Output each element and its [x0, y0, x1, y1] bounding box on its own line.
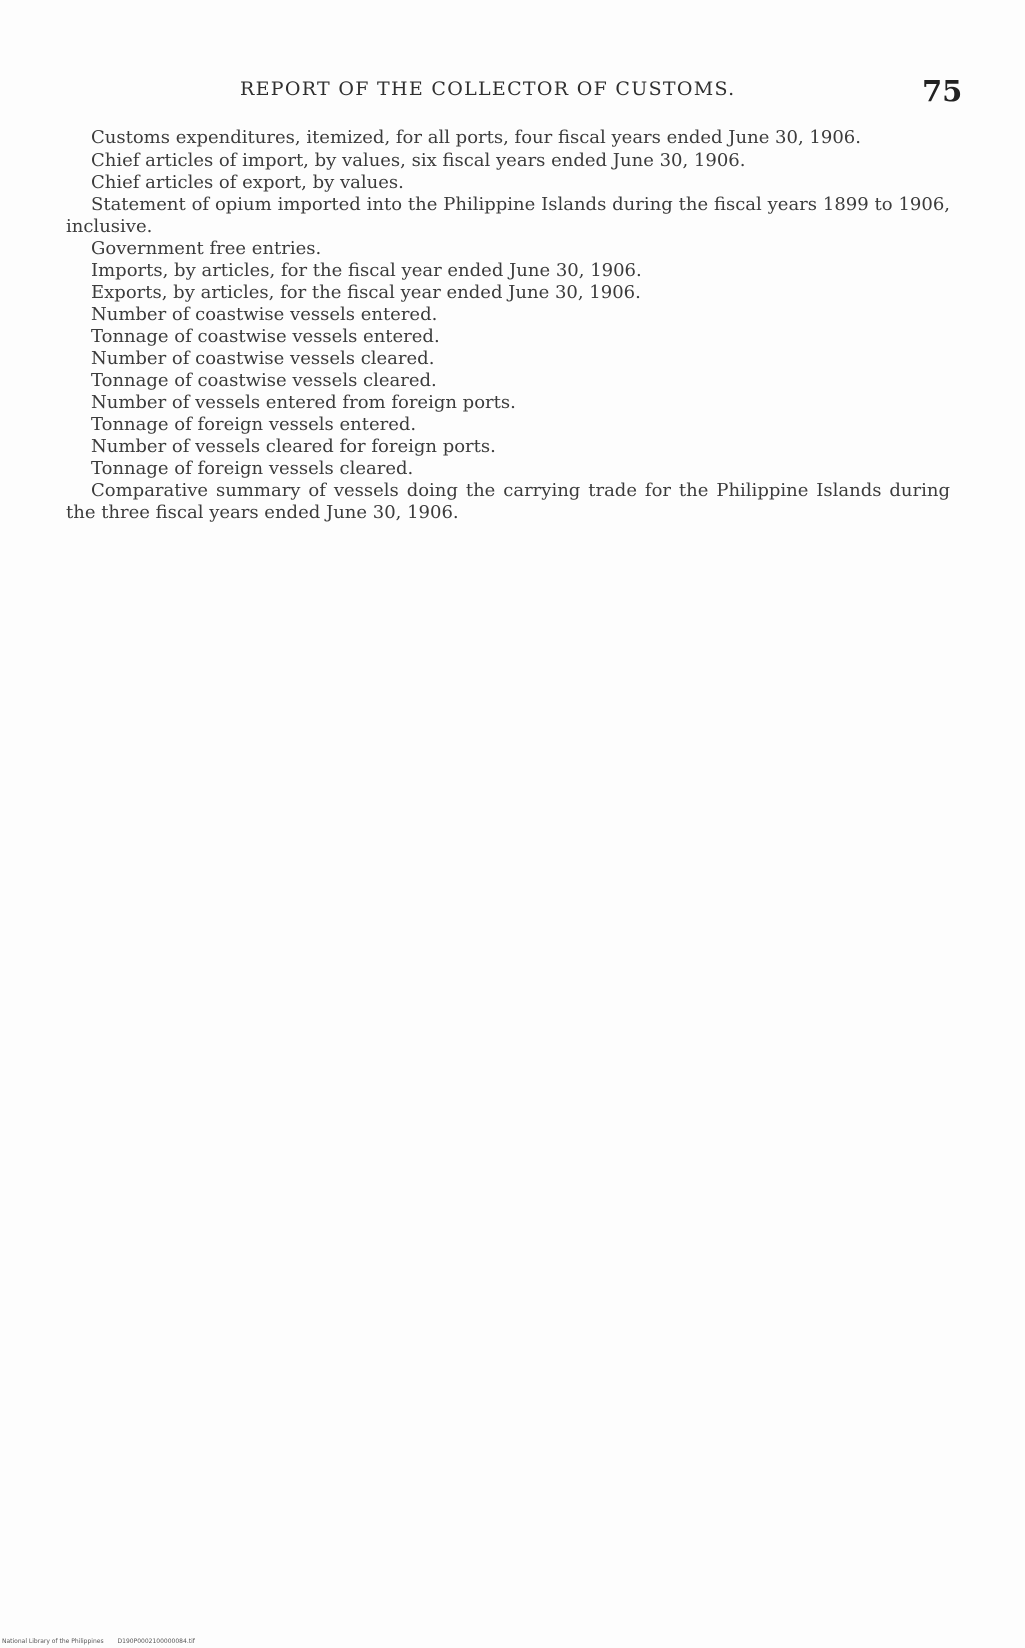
list-item: Chief articles of import, by values, six fiscal years ended June 30, 1906.	[91, 150, 746, 171]
list-item: Imports, by articles, for the fiscal year ended June 30, 1906.	[91, 260, 642, 281]
list-item: Number of vessels cleared for foreign ports.	[91, 436, 496, 457]
scan-footer	[2, 1638, 195, 1645]
footer-code: D190P0002100000084.tif	[117, 1638, 195, 1645]
list-item: Chief articles of export, by values.	[91, 172, 404, 193]
list-item: Number of coastwise vessels entered.	[91, 304, 438, 325]
list-item: Exports, by articles, for the fiscal year ended June 30, 1906.	[91, 282, 641, 303]
list-item: Government free entries.	[91, 238, 322, 259]
list-item: Comparative summary of vessels doing the carrying trade for the Philippine Islands during the three fiscal years ended June 30, 1906.	[66, 480, 950, 523]
list-item: Tonnage of coastwise vessels entered.	[91, 326, 440, 347]
list-item: Tonnage of foreign vessels entered.	[91, 414, 417, 435]
list-item: Number of coastwise vessels cleared.	[91, 348, 435, 369]
list-item: Number of vessels entered from foreign ports.	[91, 392, 516, 413]
list-item: Tonnage of foreign vessels cleared.	[91, 458, 414, 479]
list-item: Tonnage of coastwise vessels cleared.	[91, 370, 437, 391]
table-of-contents-list	[66, 127, 950, 524]
list-item: Customs expenditures, itemized, for all ports, four fiscal years ended June 30, 1906.	[91, 127, 861, 148]
footer-library: National Library of the Philippines	[2, 1638, 104, 1645]
list-item: Statement of opium imported into the Philippine Islands during the fiscal years 1899 to 1906, inclusive.	[66, 194, 950, 237]
running-head: REPORT OF THE COLLECTOR OF CUSTOMS.	[240, 78, 736, 100]
page-number: 75	[922, 74, 963, 108]
